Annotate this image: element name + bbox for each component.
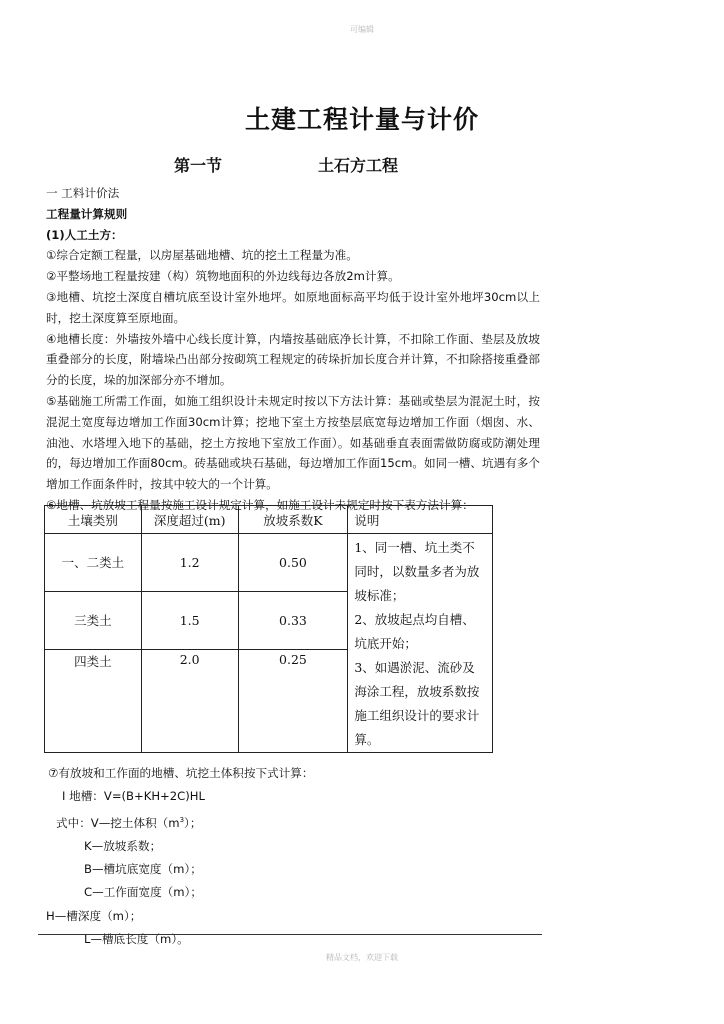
formula-where xyxy=(48,809,538,835)
header-note: 可编辑 xyxy=(350,25,374,34)
k-cell: 0.50 xyxy=(238,534,348,592)
section-name: 土石方工程 xyxy=(318,156,399,175)
header-cell: 深度超过(m) xyxy=(141,506,238,534)
section-number: 第一节 xyxy=(174,156,223,175)
footer-note: 精品文档，欢迎下载 xyxy=(326,953,398,962)
table-header-row xyxy=(45,506,493,534)
c-definition: C—工作面宽度（m）； xyxy=(84,885,202,900)
footer-divider xyxy=(38,934,542,935)
header-cell: 说明 xyxy=(348,506,493,534)
note-line: 2、放坡起点均自槽、坑底开始； xyxy=(354,612,475,651)
k-definition: K—放坡系数； xyxy=(84,838,162,853)
k-cell: 0.33 xyxy=(238,591,348,649)
soil-cell: 三类土 xyxy=(45,591,142,649)
table-row xyxy=(45,534,493,592)
trench-formula: Ⅰ 地槽：V=(B+KH+2C)HL xyxy=(62,789,205,804)
cube-superscript: 3 xyxy=(179,815,185,824)
paragraph: ②平整场地工程量按建（构）筑物地面积的外边线每边各放2m计算。 xyxy=(46,269,400,284)
h-definition: H—槽深度（m）； xyxy=(46,908,142,923)
depth-cell: 1.2 xyxy=(141,534,238,592)
paragraph: ⑥地槽、坑放坡工程量按施工设计规定计算，如施工设计未规定时按下表方法计算： xyxy=(46,497,474,512)
where-suffix: ）； xyxy=(184,815,202,830)
paragraph: ③地槽、坑挖土深度自槽坑底至设计室外地坪。如原地面标高平均低于设计室外地坪30cm以上时，挖土深度算至原地面。 xyxy=(46,289,540,325)
where-prefix: 式中：V—挖土体积（m xyxy=(56,815,180,830)
paragraph: ④地槽长度：外墙按外墙中心线长度计算，内墙按基础底净长计算，不扣除工作面、垫层及放坡重叠部分的长度，附墙垛凸出部分按砌筑工程规定的砖垛折加长度合并计算，不扣除搭接重叠部分的长度，垛的加深部分亦不增加。 xyxy=(46,331,540,388)
note-line: 1、同一槽、坑土类不同时，以数量多者为放坡标准； xyxy=(354,540,480,603)
l-definition: L—槽底长度（m）。 xyxy=(84,931,189,946)
soil-cell: 一、二类土 xyxy=(45,534,142,592)
depth-cell: 1.5 xyxy=(141,591,238,649)
note-line: 3、如遇淤泥、流砂及海涂工程，放坡系数按施工组织设计的要求计算。 xyxy=(354,660,480,747)
k-cell: 0.25 xyxy=(238,649,348,752)
depth-cell: 2.0 xyxy=(141,649,238,752)
rules-heading: 工程量计算规则 xyxy=(46,206,128,221)
formula-intro: ⑦有放坡和工作面的地槽、坑挖土体积按下式计算： xyxy=(48,766,314,780)
b-definition: B—槽坑底宽度（m）； xyxy=(84,862,202,877)
paragraph: ①综合定额工程量，以房屋基础地槽、坑的挖土工程量为准。 xyxy=(46,248,358,263)
paragraph: ⑤基础施工所需工作面，如施工组织设计未规定时按以下方法计算：基础或垫层为混泥土时，按混泥土宽度每边增加工作面30cm计算；挖地下室土方按垫层底宽每边增加工作面（烟囱、水、油池、水塔埋入地下的基础，挖土方按地下室放工作面）。如基础垂直表面需做防腐或防潮处理的，每边增加工作面80cm。砖基础或块石基础，每边增加工作面15cm。如同一槽、坑遇有多个增加工作面条件时，按其中较大的一个计算。 xyxy=(46,393,540,492)
body-text xyxy=(46,183,540,516)
formula-section xyxy=(48,762,538,951)
subsection-heading: (1)人工土方： xyxy=(46,227,123,242)
method-heading: 一 工料计价法 xyxy=(46,186,120,200)
page-title: 土建工程计量与计价 xyxy=(244,105,479,134)
soil-cell: 四类土 xyxy=(45,649,142,752)
slope-coefficient-table xyxy=(44,505,493,753)
header-cell: 土壤类别 xyxy=(45,506,142,534)
notes-cell xyxy=(348,534,493,753)
header-cell: 放坡系数K xyxy=(238,506,348,534)
